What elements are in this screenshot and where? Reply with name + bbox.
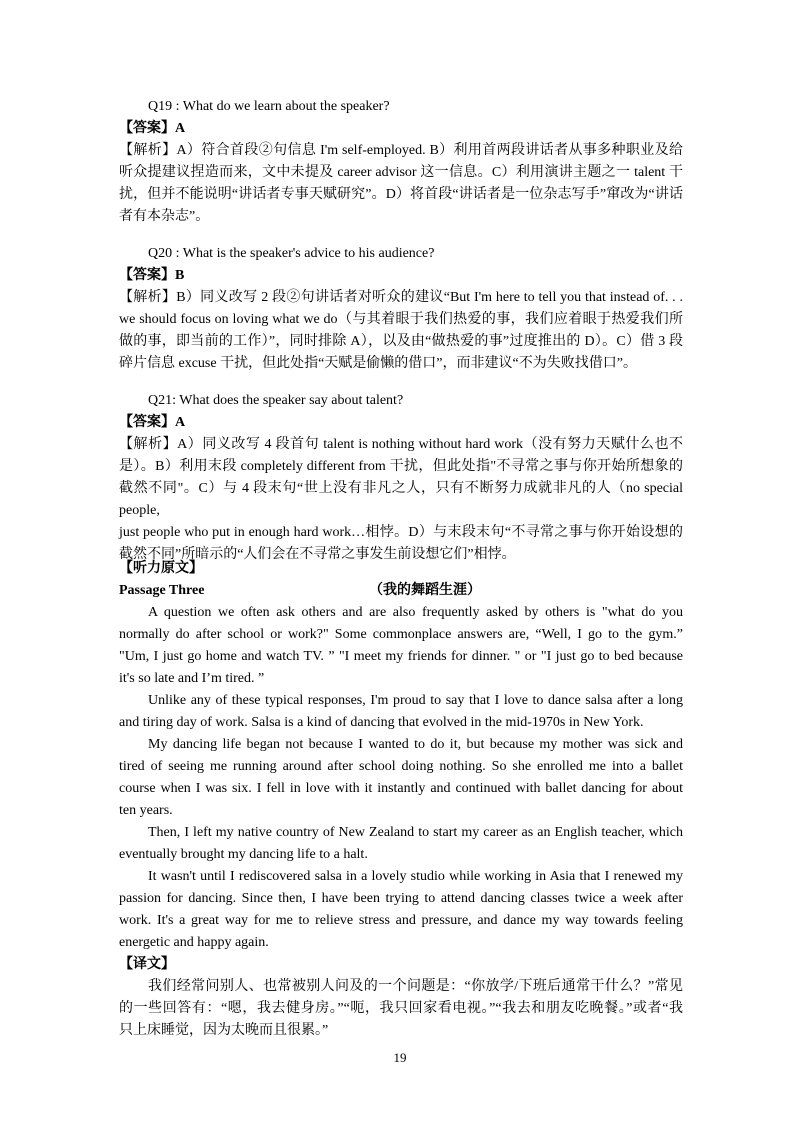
question-text: Q21: What does the speaker say about talent?	[148, 393, 404, 408]
analysis-line: we should focus on loving what we do（与其着眼于我们热爱的事，我们应着眼于热爱我们所	[119, 312, 683, 327]
question-block-q21	[119, 390, 683, 566]
transcript-line: ten years.	[119, 803, 173, 818]
analysis-line: 截然不同”所暗示的“人们会在不寻常之事发生前设想它们”相悖。	[119, 547, 516, 562]
analysis-line: 【解析】A）符合首段②句信息 I'm self-employed. B）利用首两段讲话者从事多种职业及给	[119, 143, 683, 158]
page-number: 19	[393, 1050, 407, 1065]
analysis-line: 做的事，即当前的工作）”，同时排除 A），以及由“做热爱的事”过度推出的 D）。C）借 3 段	[119, 334, 683, 349]
question-text: Q20 : What is the speaker's advice to his audience?	[148, 246, 435, 261]
transcript-paragraph	[119, 866, 683, 954]
translation-heading: 【译文】	[119, 957, 175, 972]
translation-line: 我们经常问别人、也常被别人问及的一个问题是：“你放学/下班后通常干什么？”常见	[148, 979, 683, 994]
transcript-paragraph	[119, 822, 683, 866]
passage-title-en: Passage Three	[119, 583, 205, 598]
transcript-line: course when I was six. I fell in love with it instantly and continued with ballet dancing for about	[119, 781, 683, 796]
transcript-paragraph	[119, 690, 683, 734]
analysis-line: 截然不同"。C）与 4 段末句“世上没有非凡之人，只有不断努力成就非凡的人（no special people,	[119, 481, 683, 518]
transcript-heading: 【听力原文】	[119, 561, 203, 576]
transcript-line: eventually brought my dancing life to a halt.	[119, 847, 368, 862]
answer-label: 【答案】A	[119, 415, 186, 430]
transcript-line: "Um, I just go home and watch TV. ” "I meet my friends for dinner. " or "I just go to bed because	[119, 649, 683, 664]
transcript-line: My dancing life began not because I wanted to do it, but because my mother was sick and	[148, 737, 683, 752]
transcript-line: tired of seeing me running around after school doing nothing. So she enrolled me into a ballet	[119, 759, 683, 774]
analysis-line: 碎片信息 excuse 干扰，但此处指“天赋是偷懒的借口”，而非建议“不为失败找借口”。	[119, 356, 637, 371]
transcript-line: normally do after school or work?" Some commonplace answers are, “Well, I go to the gym.”	[119, 627, 683, 642]
answer-label: 【答案】B	[119, 268, 185, 283]
question-text: Q19 : What do we learn about the speaker?	[148, 99, 390, 114]
analysis-line: 【解析】A）同义改写 4 段首句 talent is nothing without hard work（没有努力天赋什么也不	[119, 437, 683, 452]
question-block-q20	[119, 243, 683, 375]
transcript-line: and tiring day of work. Salsa is a kind of dancing that evolved in the mid-1970s in New York.	[119, 715, 644, 730]
translation-line: 只上床睡觉，因为太晚而且很累。”	[119, 1023, 329, 1038]
analysis-line: 者有本杂志”。	[119, 209, 210, 224]
analysis-line: 听众提建议捏造而来，文中未提及 career advisor 这一信息。C）利用演讲主题之一 talent 干	[119, 165, 683, 180]
analysis-line: just people who put in enough hard work…相悖。D）与末段末句“不寻常之事与你开始设想的	[119, 525, 683, 540]
transcript-line: It wasn't until I rediscovered salsa in a lovely studio while working in Asia that I renewed my	[148, 869, 683, 884]
transcript-line: Unlike any of these typical responses, I'm proud to say that I love to dance salsa after a long	[148, 693, 683, 708]
transcript-paragraph	[119, 602, 683, 690]
transcript-line: passion for dancing. Since then, I have been trying to attend dancing classes twice a week after	[119, 891, 683, 906]
transcript-section	[119, 558, 683, 1042]
transcript-line: work. It's a great way for me to relieve stress and pressure, and dance my way towards feeling	[119, 913, 683, 928]
analysis-line: 是）。B）利用末段 completely different from 干扰，但此处指"不寻常之事与你开始所想象的	[119, 459, 683, 474]
translation-line: 的一些回答有：“嗯，我去健身房。”“呃，我只回家看电视。”“我去和朋友吃晚餐。”或者“我	[119, 1001, 683, 1016]
analysis-line: 【解析】B）同义改写 2 段②句讲话者对听众的建议“But I'm here to tell you that instead of. . .	[119, 290, 683, 305]
transcript-line: it's so late and I’m tired. ”	[119, 671, 265, 686]
transcript-paragraph	[119, 734, 683, 822]
passage-title	[119, 580, 683, 602]
transcript-line: energetic and happy again.	[119, 935, 269, 950]
question-block-q19	[119, 96, 683, 228]
transcript-line: Then, I left my native country of New Zealand to start my career as an English teacher, which	[148, 825, 683, 840]
passage-title-zh: （我的舞蹈生涯）	[369, 583, 481, 598]
answer-label: 【答案】A	[119, 121, 186, 136]
analysis-line: 扰，但并不能说明“讲话者专事天赋研究”。D）将首段“讲话者是一位杂志写手”窜改为“讲话	[119, 187, 683, 202]
transcript-line: A question we often ask others and are also frequently asked by others is "what do you	[148, 605, 683, 620]
